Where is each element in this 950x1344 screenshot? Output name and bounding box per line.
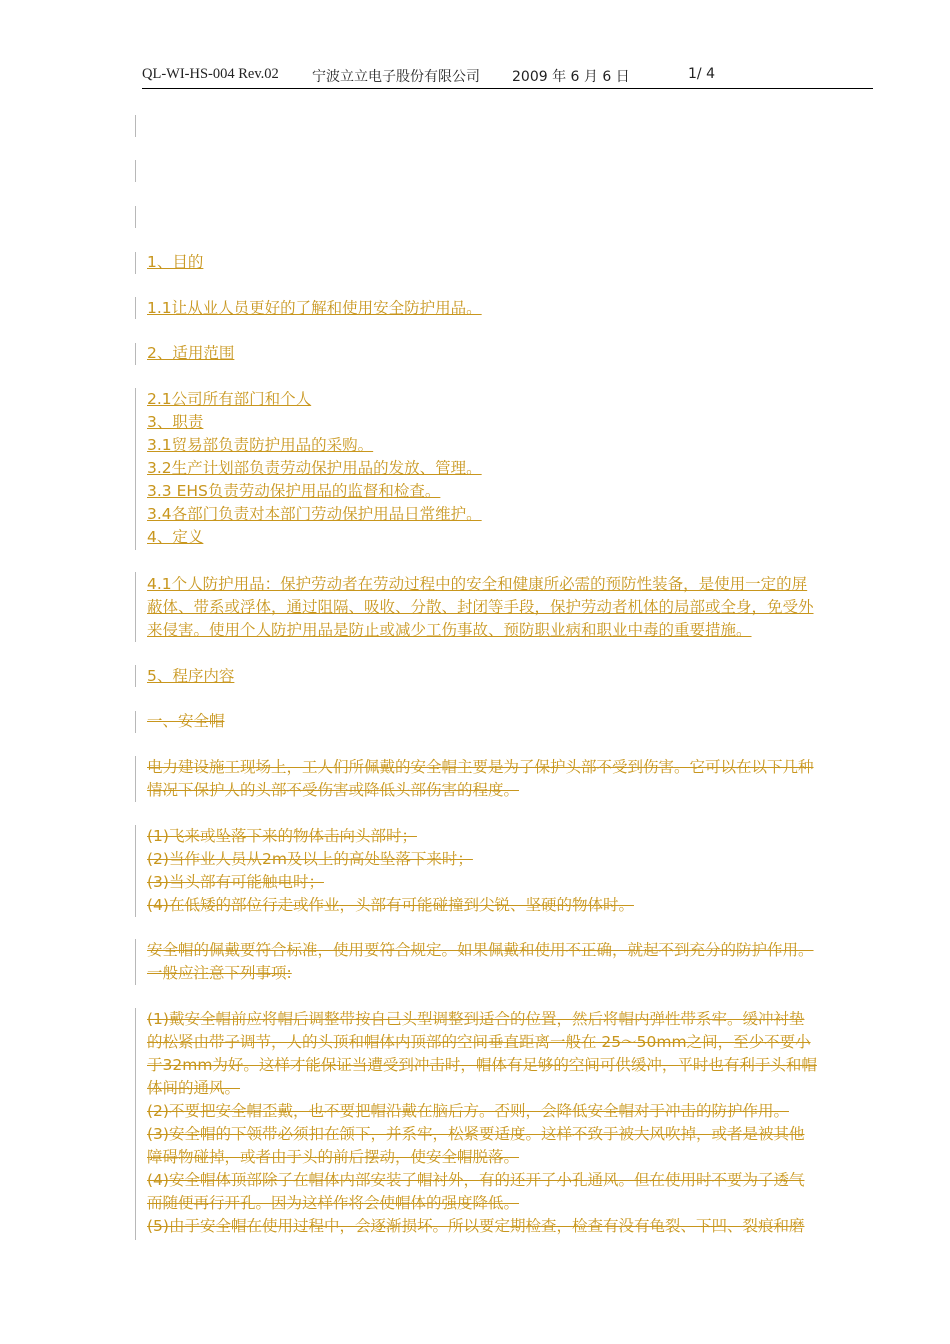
list-item: 4、定义 (147, 528, 204, 546)
helmet-intro: 电力建设施工现场上，工人们所佩戴的安全帽主要是为了保护头部不受到伤害。它可以在以下几种 情况下保护人的头部不受伤害或降低头部伤害的程度。 (147, 758, 814, 799)
section-5-title: 5、程序内容 (147, 667, 235, 685)
list-item: 3.1贸易部负责防护用品的采购。 (147, 436, 374, 454)
list-item: 3.2生产计划部负责劳动保护用品的发放、管理。 (147, 459, 482, 477)
helmet-title: 一、安全帽 (147, 712, 225, 730)
section-1-title: 1、目的 (147, 253, 204, 271)
change-bar (135, 756, 136, 802)
document-code: QL-WI-HS-004 Rev.02 (142, 66, 279, 82)
section-1-1: 1.1让从业人员更好的了解和使用安全防护用品。 (147, 299, 482, 317)
document-date: 2009 年 6 月 6 日 (512, 69, 630, 85)
list-item: 3、职责 (147, 413, 204, 431)
page-number: 1/ 4 (688, 66, 715, 82)
list-item: (3)安全帽的下领带必须扣在颌下，并系牢，松紧要适度。这样不致于被大风吹掉，或者是被其他 (147, 1125, 805, 1143)
change-bar (135, 343, 136, 365)
change-bar (135, 825, 136, 917)
company-name: 宁波立立电子股份有限公司 (312, 69, 480, 85)
section-4-1-definition: 4.1个人防护用品：保护劳动者在劳动过程中的安全和健康所必需的预防性装备，是使用一定的屏 蔽体、带系或浮体，通过阻隔、吸收、分散、封闭等手段，保护劳动者机体的局部或全身，免受外 来侵害。使用个人防护用品是防止或减少工伤事故、预防职业病和职业中毒的重要措施。 (147, 575, 814, 639)
list-item: (4)安全帽体顶部除了在帽体内部安装了帽衬外，有的还开了小孔通风。但在使用时不要为了透气 (147, 1171, 805, 1189)
helmet-standard: 安全帽的佩戴要符合标准，使用要符合规定。如果佩戴和使用不正确，就起不到充分的防护作用。 一般应注意下列事项: (147, 941, 814, 982)
section-2-3-4-list (147, 388, 875, 549)
change-bar (135, 1008, 136, 1240)
list-item: (2)当作业人员从2m及以上的高处坠落下来时； (147, 850, 473, 868)
section-2-title: 2、适用范围 (147, 344, 235, 362)
list-item: 的松紧由带子调节，人的头顶和帽体内顶部的空间垂直距离一般在 25～50mm之间，至少不要小 (147, 1033, 811, 1051)
helmet-notes (147, 1008, 875, 1238)
list-item: 而随便再行开孔。因为这样作将会使帽体的强度降低。 (147, 1194, 520, 1212)
change-bar (135, 206, 136, 228)
change-bar (135, 939, 136, 985)
change-bar (135, 115, 136, 137)
list-item: 障碍物碰掉，或者由于头的前后摆动，使安全帽脱落。 (147, 1148, 520, 1166)
list-item: 于32mm为好。这样才能保证当遭受到冲击时，帽体有足够的空间可供缓冲，平时也有利于头和帽 (147, 1056, 817, 1074)
change-bar (135, 388, 136, 550)
list-item: 3.4各部门负责对本部门劳动保护用品日常维护。 (147, 505, 482, 523)
helmet-cases (147, 825, 875, 917)
list-item: (1)戴安全帽前应将帽后调整带按自己头型调整到适合的位置，然后将帽内弹性带系牢。缓冲衬垫 (147, 1010, 805, 1028)
list-item: (5)由于安全帽在使用过程中，会逐渐损坏。所以要定期检查，检查有没有龟裂、下凹、裂痕和磨 (147, 1217, 805, 1235)
list-item: (1)飞来或坠落下来的物体击向头部时； (147, 827, 417, 845)
list-item: (3)当头部有可能触电时； (147, 873, 324, 891)
page-header (142, 66, 873, 89)
list-item: 体间的通风。 (147, 1079, 241, 1097)
list-item: 2.1公司所有部门和个人 (147, 390, 312, 408)
change-bar (135, 572, 136, 642)
change-bar (135, 665, 136, 687)
list-item: 3.3 EHS负责劳动保护用品的监督和检查。 (147, 482, 441, 500)
list-item: (2)不要把安全帽歪戴，也不要把帽沿戴在脑后方。否则，会降低安全帽对于冲击的防护作用。 (147, 1102, 789, 1120)
change-bar (135, 297, 136, 319)
list-item: (4)在低矮的部位行走或作业，头部有可能碰撞到尖锐、坚硬的物体时。 (147, 896, 634, 914)
change-bar (135, 711, 136, 733)
change-bar (135, 160, 136, 182)
change-bar (135, 252, 136, 274)
